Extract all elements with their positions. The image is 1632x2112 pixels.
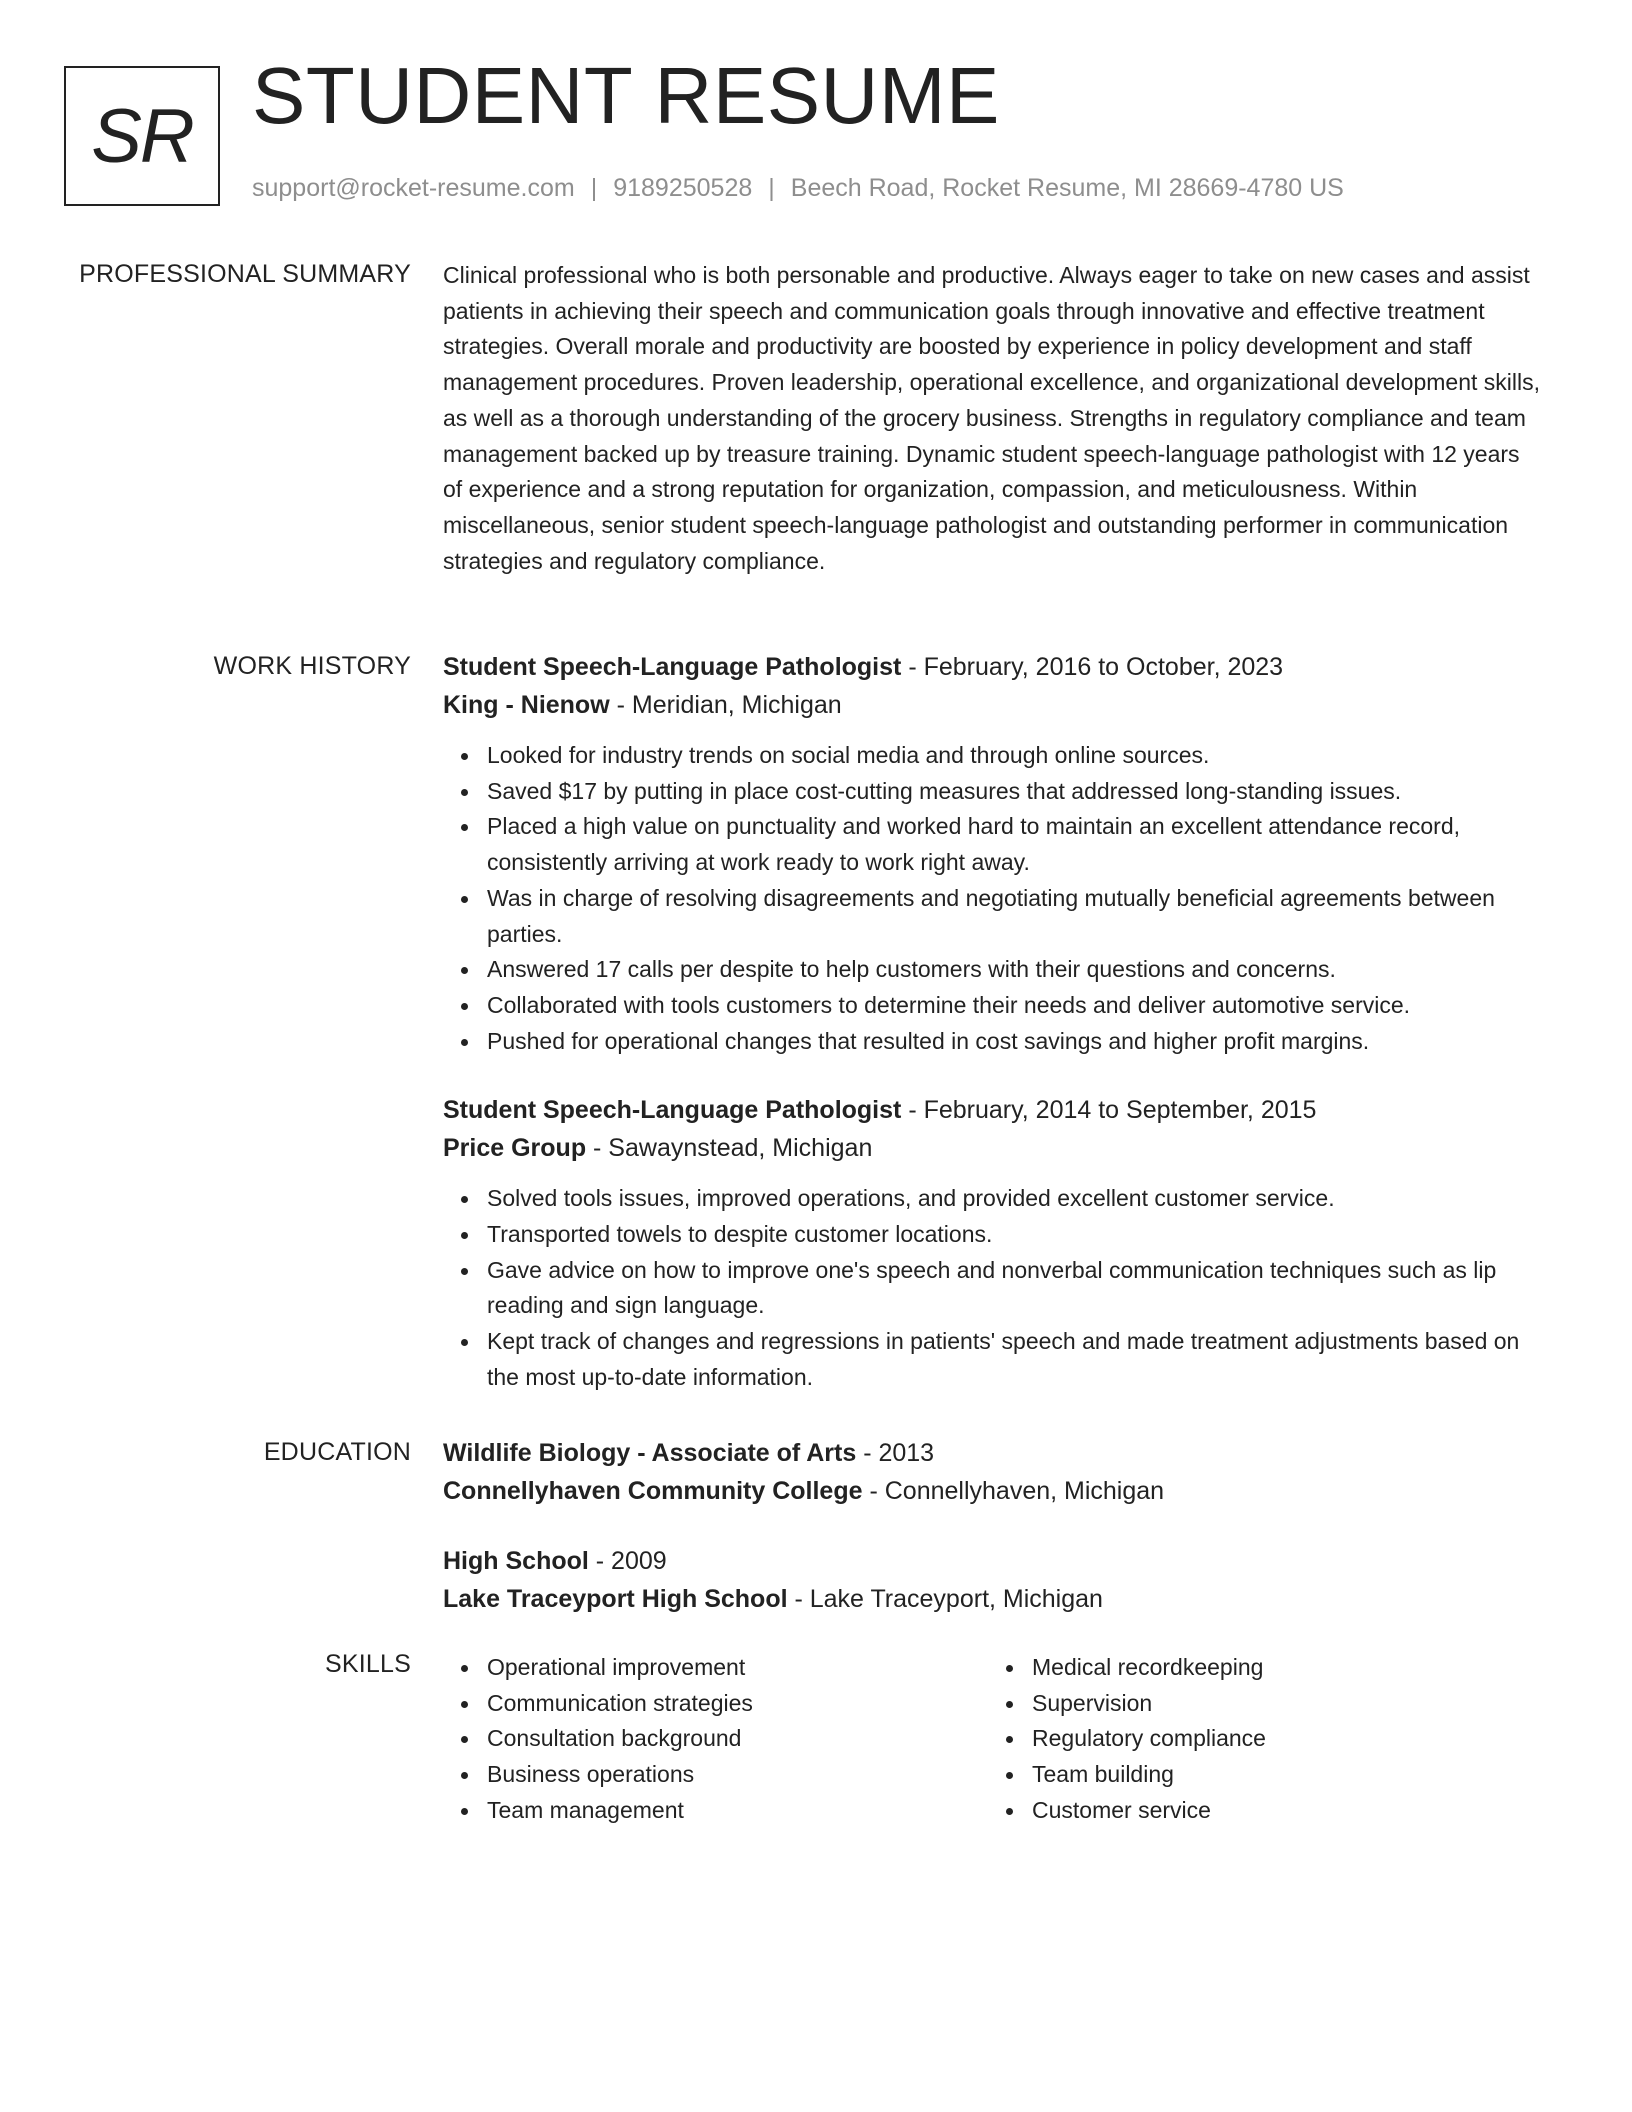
list-item: Transported towels to despite customer locations.: [487, 1217, 1543, 1253]
contact-line: [252, 174, 1344, 203]
list-item: Kept track of changes and regressions in patients' speech and made treatment adjustments based on the most up-to-date information.: [487, 1324, 1543, 1395]
job-bullets: [443, 1181, 1543, 1395]
list-item: Pushed for operational changes that resulted in cost savings and higher profit margins.: [487, 1024, 1543, 1060]
list-item: Saved $17 by putting in place cost-cutting measures that addressed long-standing issues.: [487, 774, 1543, 810]
list-item: Gave advice on how to improve one's speech and nonverbal communication techniques such as lip reading and sign language.: [487, 1253, 1543, 1324]
contact-phone: 9189250528: [613, 174, 753, 202]
list-item: Looked for industry trends on social media and through online sources.: [487, 738, 1543, 774]
list-item: Operational improvement: [487, 1650, 753, 1686]
list-item: Team building: [1032, 1757, 1266, 1793]
job-company: King - Nienow: [443, 691, 610, 719]
list-item: Communication strategies: [487, 1686, 753, 1722]
job-title: Student Speech-Language Pathologist: [443, 653, 902, 681]
list-item: Team management: [487, 1793, 753, 1829]
job-bullets: [443, 738, 1543, 1059]
school-location: - Connellyhaven, Michigan: [862, 1477, 1165, 1505]
list-item: Supervision: [1032, 1686, 1266, 1722]
list-item: Solved tools issues, improved operations, and provided excellent customer service.: [487, 1181, 1543, 1217]
degree-line: [443, 1434, 1543, 1472]
education-entry: [443, 1542, 1543, 1618]
summary-text: Clinical professional who is both personable and productive. Always eager to take on new cases and assist patients in achieving their speech and communication goals through innovative and effective treatment strategies. Overall morale and productivity are boosted by experience in policy development and staff management procedures. Proven leadership, operational excellence, and organizational development skills, as well as a thorough understanding of the grocery business. Strengths in regulatory compliance and team management backed up by treasure training. Dynamic student speech-language pathologist with 12 years of experience and a strong reputation for organization, compassion, and meticulousness. Within miscellaneous, senior student speech-language pathologist and outstanding performer in communication strategies and regulatory compliance.: [443, 262, 1540, 574]
education-body: [443, 1434, 1543, 1618]
job-company-line: [443, 686, 1543, 724]
list-item: Customer service: [1032, 1793, 1266, 1829]
school-line: [443, 1472, 1543, 1510]
job-title: Student Speech-Language Pathologist: [443, 1096, 902, 1125]
contact-email: support@rocket-resume.com: [252, 174, 575, 202]
list-item: Answered 17 calls per despite to help customers with their questions and concerns.: [487, 952, 1543, 988]
list-item: Business operations: [487, 1757, 753, 1793]
list-item: Medical recordkeeping: [1032, 1650, 1266, 1686]
job-title-line: [443, 648, 1543, 686]
contact-address: Beech Road, Rocket Resume, MI 28669-4780 US: [790, 174, 1344, 202]
list-item: Was in charge of resolving disagreements and negotiating mutually beneficial agreements between parties.: [487, 881, 1543, 952]
skills-column-right: [988, 1650, 1266, 1829]
summary-body: [443, 258, 1543, 579]
school-location: - Lake Traceyport, Michigan: [787, 1585, 1103, 1613]
monogram-initials: SR: [91, 93, 193, 179]
skills-list: [443, 1650, 753, 1829]
school-name: Lake Traceyport High School: [443, 1585, 788, 1613]
list-item: Consultation background: [487, 1721, 753, 1757]
job-company: Price Group: [443, 1134, 587, 1163]
degree-name: High School: [443, 1547, 589, 1575]
job-dates: - February, 2016 to October, 2023: [901, 653, 1284, 681]
job-dates: - February, 2014 to September, 2015: [901, 1096, 1317, 1125]
resume-name: STUDENT RESUME: [252, 51, 1000, 140]
job-location: - Meridian, Michigan: [609, 691, 842, 719]
contact-separator: |: [768, 174, 775, 202]
degree-year: - 2009: [588, 1547, 667, 1575]
list-item: Placed a high value on punctuality and worked hard to maintain an excellent attendance record, consistently arriving at work ready to work right away.: [487, 809, 1543, 880]
skills-list: [988, 1650, 1266, 1829]
work-history-body: [443, 648, 1543, 1396]
skills-column-left: [443, 1650, 753, 1829]
job-entry: [443, 1091, 1543, 1395]
degree-year: - 2013: [856, 1439, 935, 1467]
section-heading-work-history: WORK HISTORY: [213, 652, 411, 680]
degree-name: Wildlife Biology - Associate of Arts: [443, 1439, 857, 1467]
list-item: Regulatory compliance: [1032, 1721, 1266, 1757]
section-heading-education: EDUCATION: [263, 1438, 411, 1466]
job-entry: [443, 648, 1543, 1059]
monogram-box: [64, 66, 220, 206]
section-heading-summary: PROFESSIONAL SUMMARY: [79, 260, 411, 288]
contact-separator: |: [590, 174, 598, 202]
skills-body: [443, 1650, 1543, 1850]
job-company-line: [443, 1129, 1543, 1167]
list-item: Collaborated with tools customers to determine their needs and deliver automotive service.: [487, 988, 1543, 1024]
section-heading-skills: SKILLS: [325, 1650, 411, 1678]
degree-line: [443, 1542, 1543, 1580]
education-entry: [443, 1434, 1543, 1510]
school-name: Connellyhaven Community College: [443, 1477, 863, 1505]
school-line: [443, 1580, 1543, 1618]
job-location: - Sawaynstead, Michigan: [586, 1134, 873, 1163]
job-title-line: [443, 1091, 1543, 1129]
